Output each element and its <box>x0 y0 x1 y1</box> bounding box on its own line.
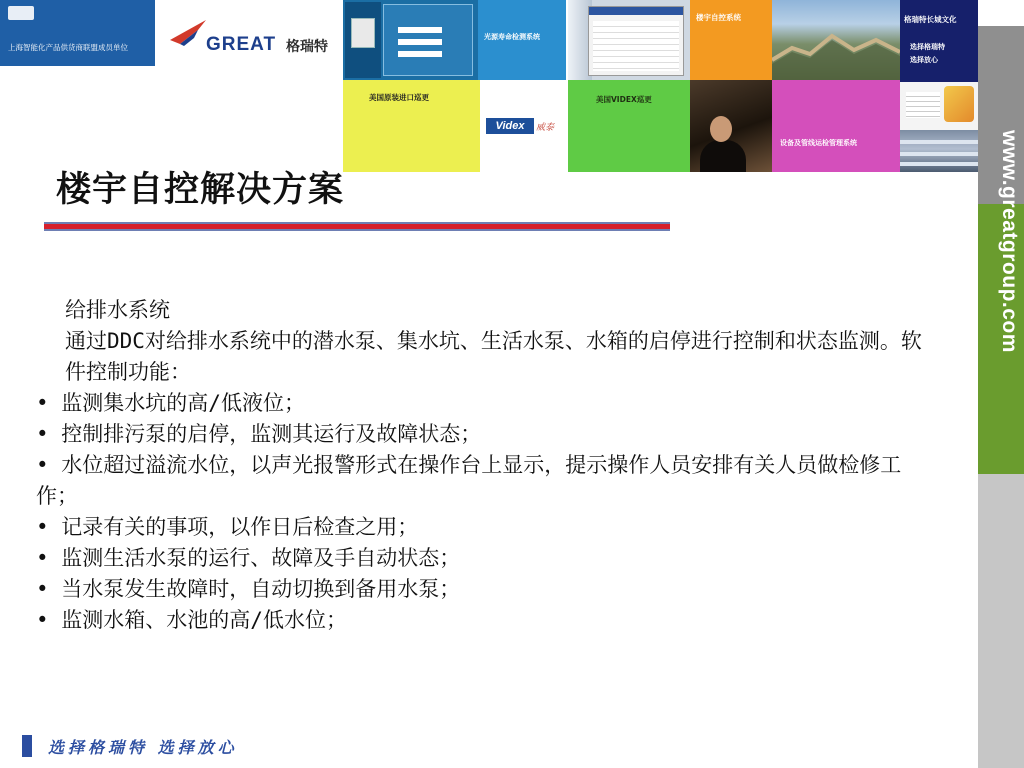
great-wall-culture-label: 格瑞特长城文化 <box>904 15 957 24</box>
hand-icon <box>944 86 974 122</box>
equipment-tile <box>772 80 900 172</box>
building-auto-tile <box>690 0 772 80</box>
list-item: • 监测生活水泵的运行、故障及手自动状态； <box>36 543 936 574</box>
videx-tile <box>480 80 568 172</box>
videx-logo: Videx <box>486 118 534 134</box>
title-underline <box>44 222 670 231</box>
header-banner <box>0 0 1024 172</box>
conductor-photo <box>690 80 772 172</box>
list-item: • 监测水箱、水池的高/低水位； <box>36 605 936 636</box>
great-wall-icon <box>772 30 900 80</box>
list-item: • 水位超过溢流水位，以声光报警形式在操作台上显示，提示操作人员安排有关人员做检修工作； <box>36 450 936 512</box>
pipes-photo <box>900 130 978 172</box>
building-auto-label: 楼宇自控系统 <box>696 13 741 22</box>
us-import-label: 美国原装进口巡更 <box>369 93 429 102</box>
great-wall-culture-tile <box>900 0 978 82</box>
choose-peace-label: 选择放心 <box>910 56 938 64</box>
list-item: • 控制排污泵的启停，监测其运行及故障状态； <box>36 419 936 450</box>
great-logo <box>168 16 343 62</box>
alliance-subtitle: 上海智能化产品供货商联盟成员单位 <box>8 43 128 52</box>
us-import-tile <box>343 80 480 172</box>
brochure-tile <box>900 82 978 130</box>
website-url: www.greatgroup.com <box>998 130 1021 353</box>
alliance-logo-icon <box>8 6 34 20</box>
page-title: 楼宇自控解决方案 <box>56 170 345 210</box>
great-logo-word: GREAT <box>206 34 277 55</box>
list-item: • 监测集水坑的高/低液位； <box>36 388 936 419</box>
footer-accent-bar <box>22 735 32 757</box>
light-life-tile <box>478 0 566 80</box>
right-sidebar <box>978 0 1024 768</box>
intro-paragraph: 通过DDC对给排水系统中的潜水泵、集水坑、生活水泵、水箱的启停进行控制和状态监测。软件控制功能： <box>65 329 922 384</box>
great-logo-cn: 格瑞特 <box>286 39 328 55</box>
us-videx-label: 美国VIDEX巡更 <box>596 95 652 104</box>
software-window-tile <box>568 0 690 80</box>
list-item: • 当水泵发生故障时，自动切换到备用水泵； <box>36 574 936 605</box>
list-item: • 记录有关的事项，以作日后检查之用； <box>36 512 936 543</box>
light-life-label: 光源寿命检测系统 <box>484 33 540 41</box>
great-wall-photo <box>772 0 900 80</box>
choose-great-label: 选择格瑞特 <box>910 43 945 51</box>
alliance-badge <box>0 0 155 66</box>
content-body <box>36 295 936 636</box>
software-screenshot-tile <box>343 0 478 80</box>
window-icon <box>588 6 684 76</box>
equipment-label: 设备及管线运检管理系统 <box>780 139 857 147</box>
us-videx-tile <box>568 80 690 172</box>
videx-cn-label: 威泰 <box>536 123 555 133</box>
great-wedge-icon <box>168 16 208 56</box>
section-heading: 给排水系统 <box>65 298 170 322</box>
footer-slogan: 选择格瑞特 选择放心 <box>48 738 238 757</box>
book-icon <box>351 18 375 48</box>
